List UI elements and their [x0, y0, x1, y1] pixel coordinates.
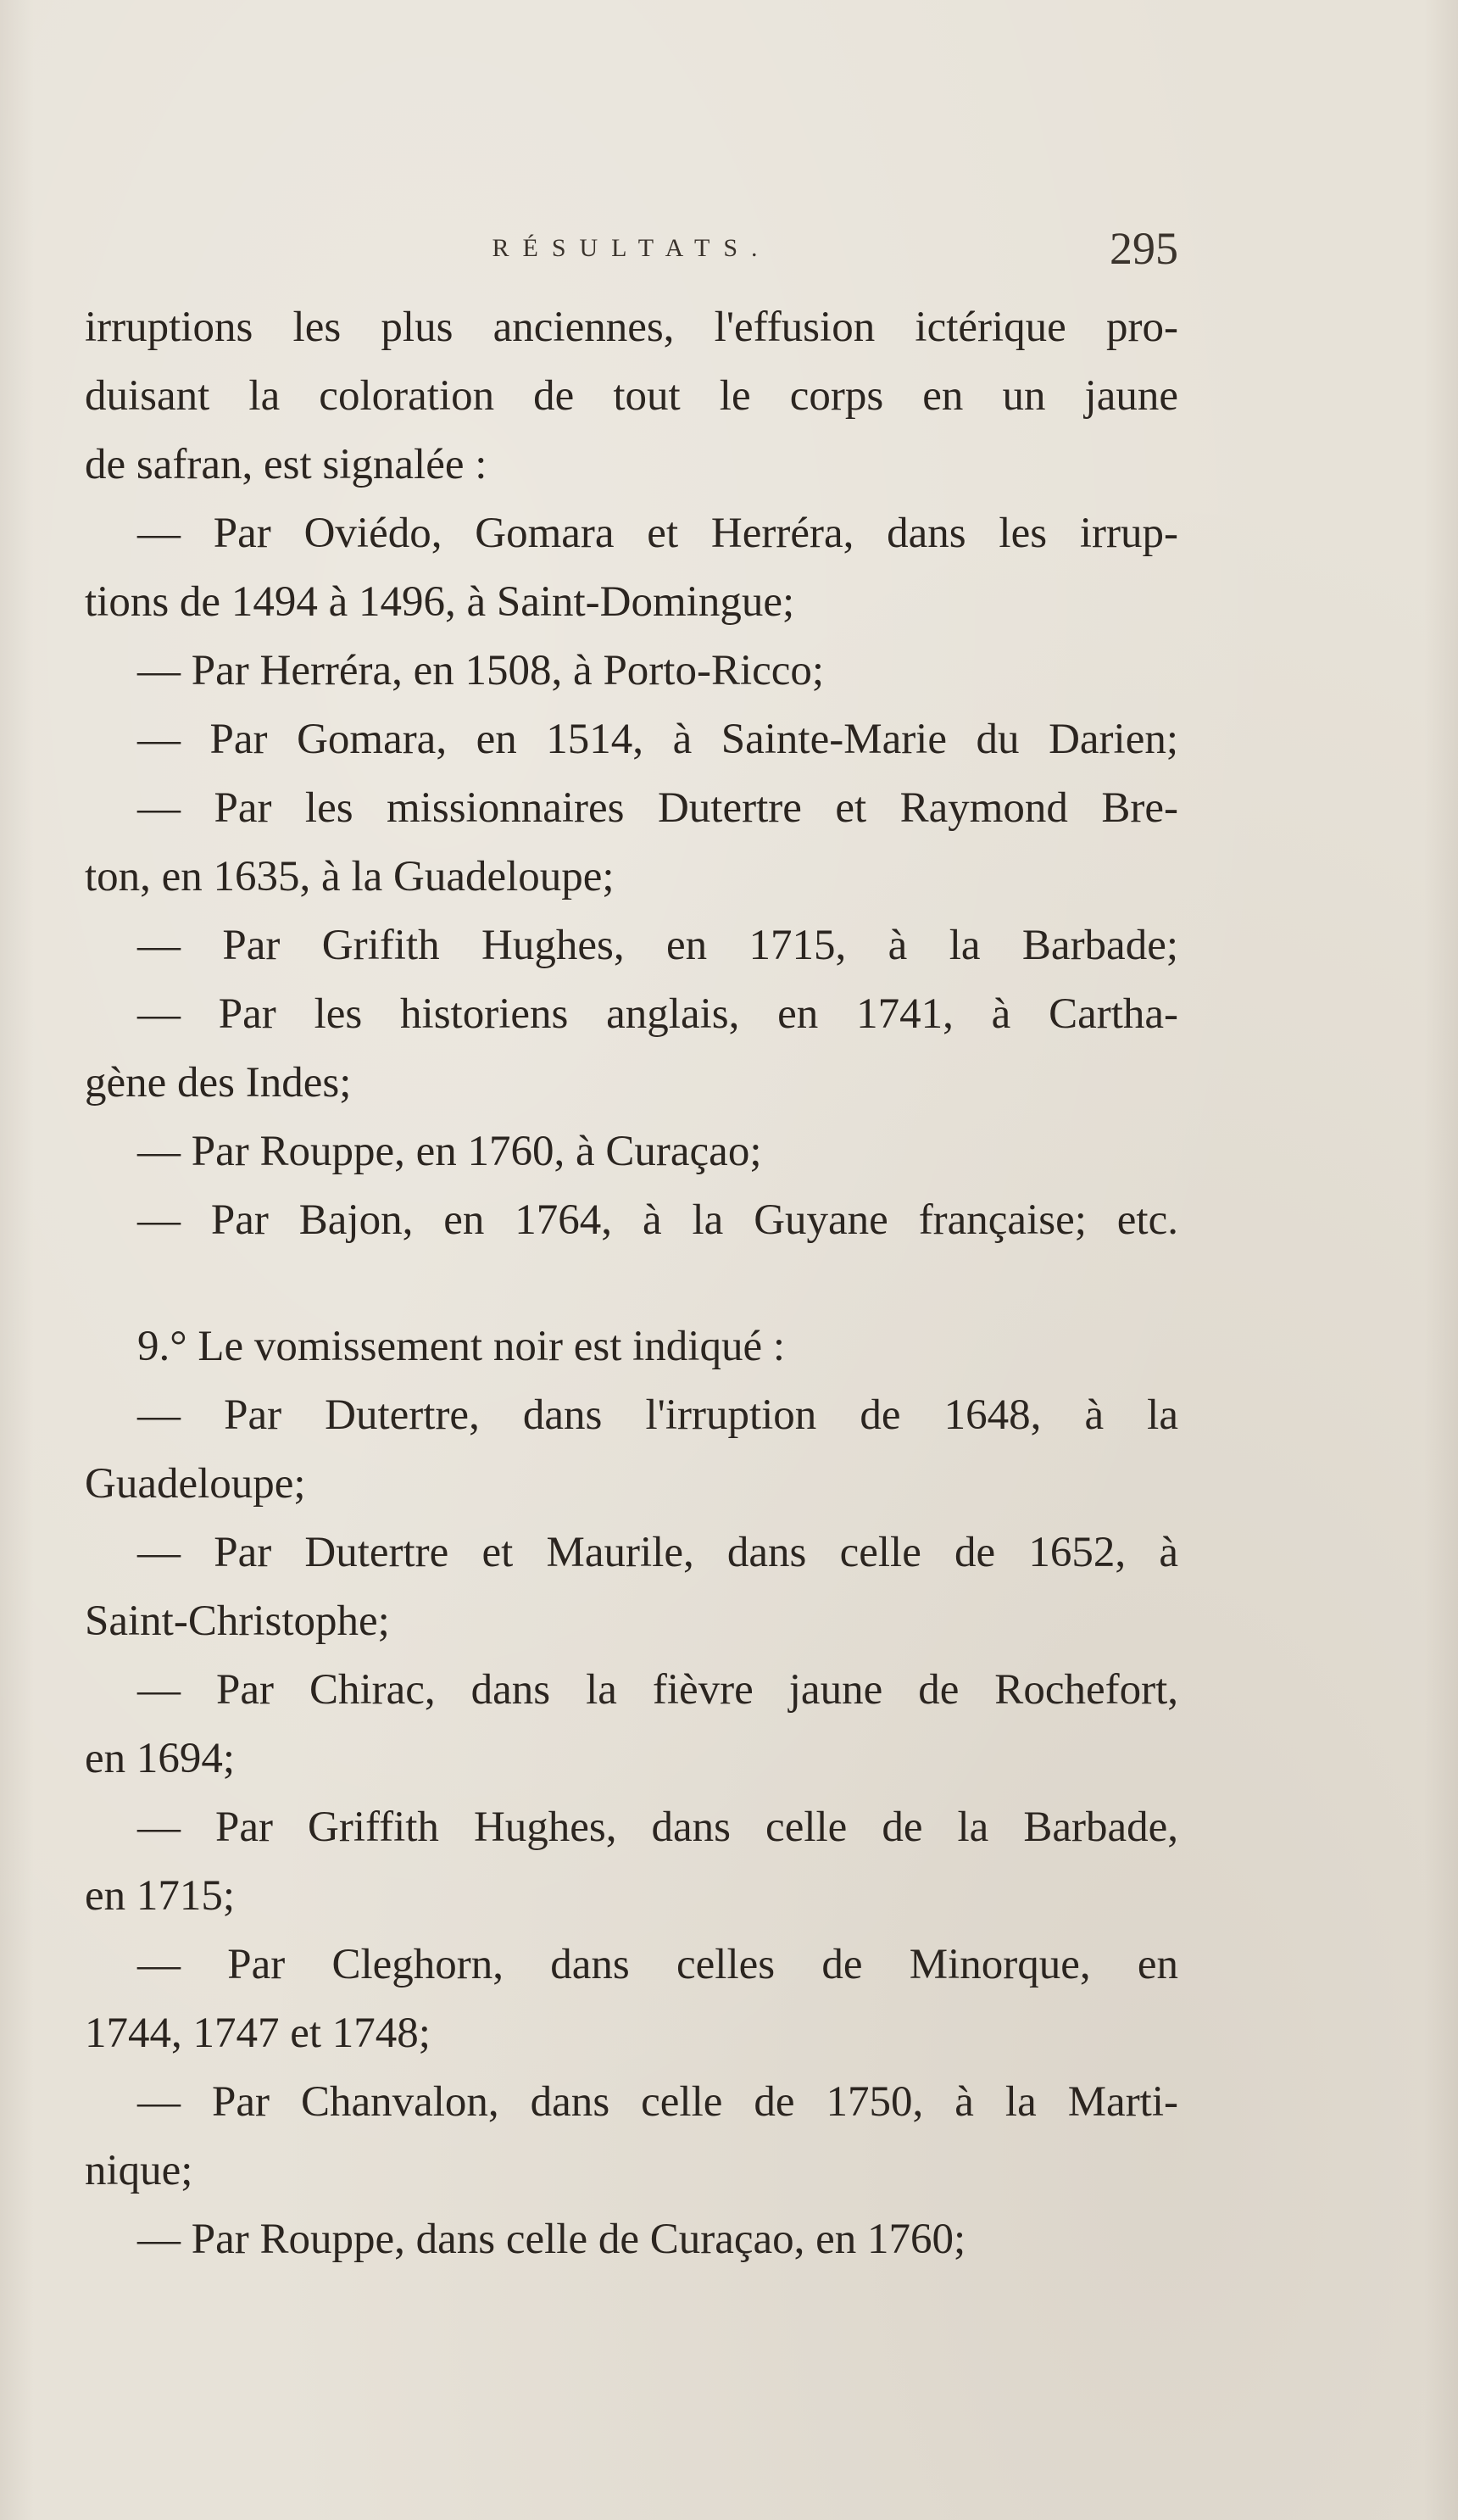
running-head: RÉSULTATS. — [492, 234, 771, 262]
text-line: — Par Oviédo, Gomara et Herréra, dans les irrup- — [137, 510, 1178, 557]
paragraph-gap — [85, 1255, 1178, 1313]
text-line: Guadeloupe; — [85, 1460, 306, 1508]
text-line: 1744, 1747 et 1748; — [85, 2010, 431, 2057]
text-line: — Par Dutertre et Maurile, dans celle de 1652, à — [137, 1529, 1178, 1576]
text-line: tions de 1494 à 1496, à Saint-Domingue; — [85, 578, 795, 626]
text-line: de safran, est signalée : — [85, 441, 487, 488]
text-line: — Par Bajon, en 1764, à la Guyane française; etc. — [137, 1196, 1178, 1244]
text-line: en 1715; — [85, 1872, 236, 1920]
text-line: — Par Cleghorn, dans celles de Minorque, en — [137, 1941, 1178, 1988]
text-line: en 1694; — [85, 1735, 236, 1782]
text-line: Saint-Christophe; — [85, 1597, 390, 1645]
text-line: — Par Chanvalon, dans celle de 1750, à la Marti- — [137, 2078, 1178, 2126]
page-number: 295 — [1110, 223, 1178, 274]
text-line: gène des Indes; — [85, 1059, 352, 1107]
text-line: — Par les historiens anglais, en 1741, à Cartha- — [137, 990, 1178, 1038]
text-line: — Par Chirac, dans la fièvre jaune de Rochefort, — [137, 1666, 1178, 1714]
page-header — [85, 222, 1178, 290]
text-line: nique; — [85, 2147, 193, 2194]
text-line: duisant la coloration de tout le corps en un jaune — [85, 372, 1178, 420]
text-line: — Par Gomara, en 1514, à Sainte-Marie du Darien; — [137, 716, 1178, 763]
text-line: irruptions les plus anciennes, l'effusion ictérique pro- — [85, 304, 1178, 351]
text-line: — Par les missionnaires Dutertre et Raymond Bre- — [137, 784, 1178, 832]
text-line: — Par Dutertre, dans l'irruption de 1648, à la — [137, 1391, 1178, 1439]
text-line: — Par Rouppe, en 1760, à Curaçao; — [137, 1128, 762, 1175]
text-line: 9.° Le vomissement noir est indiqué : — [137, 1323, 786, 1370]
body-text — [85, 293, 1178, 2274]
text-line: — Par Herréra, en 1508, à Porto-Ricco; — [137, 647, 825, 694]
text-line: — Par Griffith Hughes, dans celle de la Barbade, — [137, 1804, 1178, 1851]
text-line: ton, en 1635, à la Guadeloupe; — [85, 853, 615, 900]
text-line: — Par Rouppe, dans celle de Curaçao, en 1760; — [137, 2216, 966, 2263]
text-line: — Par Grifith Hughes, en 1715, à la Barbade; — [137, 922, 1178, 969]
